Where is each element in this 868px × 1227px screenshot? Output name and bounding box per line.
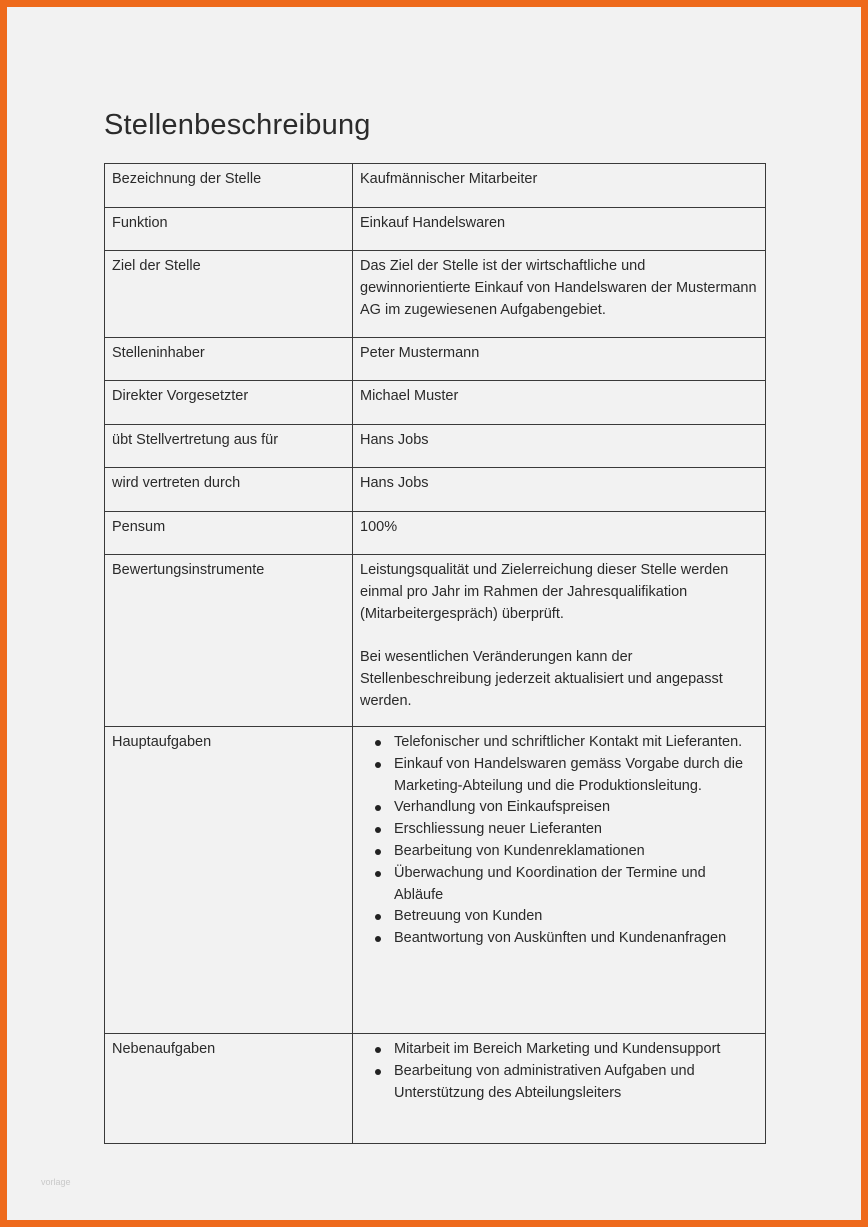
row-value: Einkauf Handelswaren [353, 208, 766, 251]
table-row [105, 555, 766, 727]
list-item: Betreuung von Kunden [394, 906, 758, 928]
row-label: Nebenaufgaben [105, 1034, 353, 1144]
row-label: Ziel der Stelle [105, 251, 353, 338]
row-value: Kaufmännischer Mitarbeiter [353, 164, 766, 208]
list-item: Bearbeitung von administrativen Aufgaben und Unterstützung des Abteilungsleiters [394, 1061, 758, 1105]
list-item: Bearbeitung von Kundenreklamationen [394, 841, 758, 863]
row-value [353, 555, 766, 727]
table-row [105, 164, 766, 208]
row-label: Stelleninhaber [105, 338, 353, 381]
job-description-table [104, 163, 766, 1144]
row-value: 100% [353, 512, 766, 555]
row-value [353, 727, 766, 1034]
list-item: Erschliessung neuer Lieferanten [394, 819, 758, 841]
table-row [105, 1034, 766, 1144]
table-row [105, 381, 766, 425]
row-value: Hans Jobs [353, 425, 766, 468]
table-row [105, 727, 766, 1034]
watermark-text: vorlage [41, 1177, 71, 1187]
row-label: übt Stellvertretung aus für [105, 425, 353, 468]
secondary-tasks-list [360, 1039, 758, 1104]
list-item: Überwachung und Koordination der Termine und Abläufe [394, 863, 758, 907]
row-value: Michael Muster [353, 381, 766, 425]
list-item: Beantwortung von Auskünften und Kundenanfragen [394, 928, 758, 950]
row-value: Peter Mustermann [353, 338, 766, 381]
document-page [7, 7, 861, 1220]
table-row [105, 468, 766, 512]
document-title: Stellenbeschreibung [104, 109, 371, 141]
table-row [105, 425, 766, 468]
list-item: Mitarbeit im Bereich Marketing und Kundensupport [394, 1039, 758, 1061]
row-label: Hauptaufgaben [105, 727, 353, 1034]
assessment-paragraph: Bei wesentlichen Veränderungen kann der Stellenbeschreibung jederzeit aktualisiert und angepasst werden. [360, 649, 723, 709]
row-value: Das Ziel der Stelle ist der wirtschaftliche und gewinnorientierte Einkauf von Handelswaren der Mustermann AG im zugewiesenen Aufgabengebiet. [353, 251, 766, 338]
row-value [353, 1034, 766, 1144]
list-item: Verhandlung von Einkaufspreisen [394, 797, 758, 819]
list-item: Einkauf von Handelswaren gemäss Vorgabe durch die Marketing-Abteilung und die Produktionsleitung. [394, 754, 758, 798]
row-label: Bezeichnung der Stelle [105, 164, 353, 208]
row-value: Hans Jobs [353, 468, 766, 512]
list-item: Telefonischer und schriftlicher Kontakt mit Lieferanten. [394, 732, 758, 754]
row-label: Bewertungsinstrumente [105, 555, 353, 727]
table-row [105, 251, 766, 338]
table-row [105, 512, 766, 555]
row-label: Pensum [105, 512, 353, 555]
assessment-paragraph: Leistungsqualität und Zielerreichung dieser Stelle werden einmal pro Jahr im Rahmen der Jahresqualifikation (Mitarbeitergespräch) überprüft. [360, 562, 729, 622]
main-tasks-list [360, 732, 758, 950]
row-label: Direkter Vorgesetzter [105, 381, 353, 425]
row-label: Funktion [105, 208, 353, 251]
table-row [105, 338, 766, 381]
row-label: wird vertreten durch [105, 468, 353, 512]
table-row [105, 208, 766, 251]
